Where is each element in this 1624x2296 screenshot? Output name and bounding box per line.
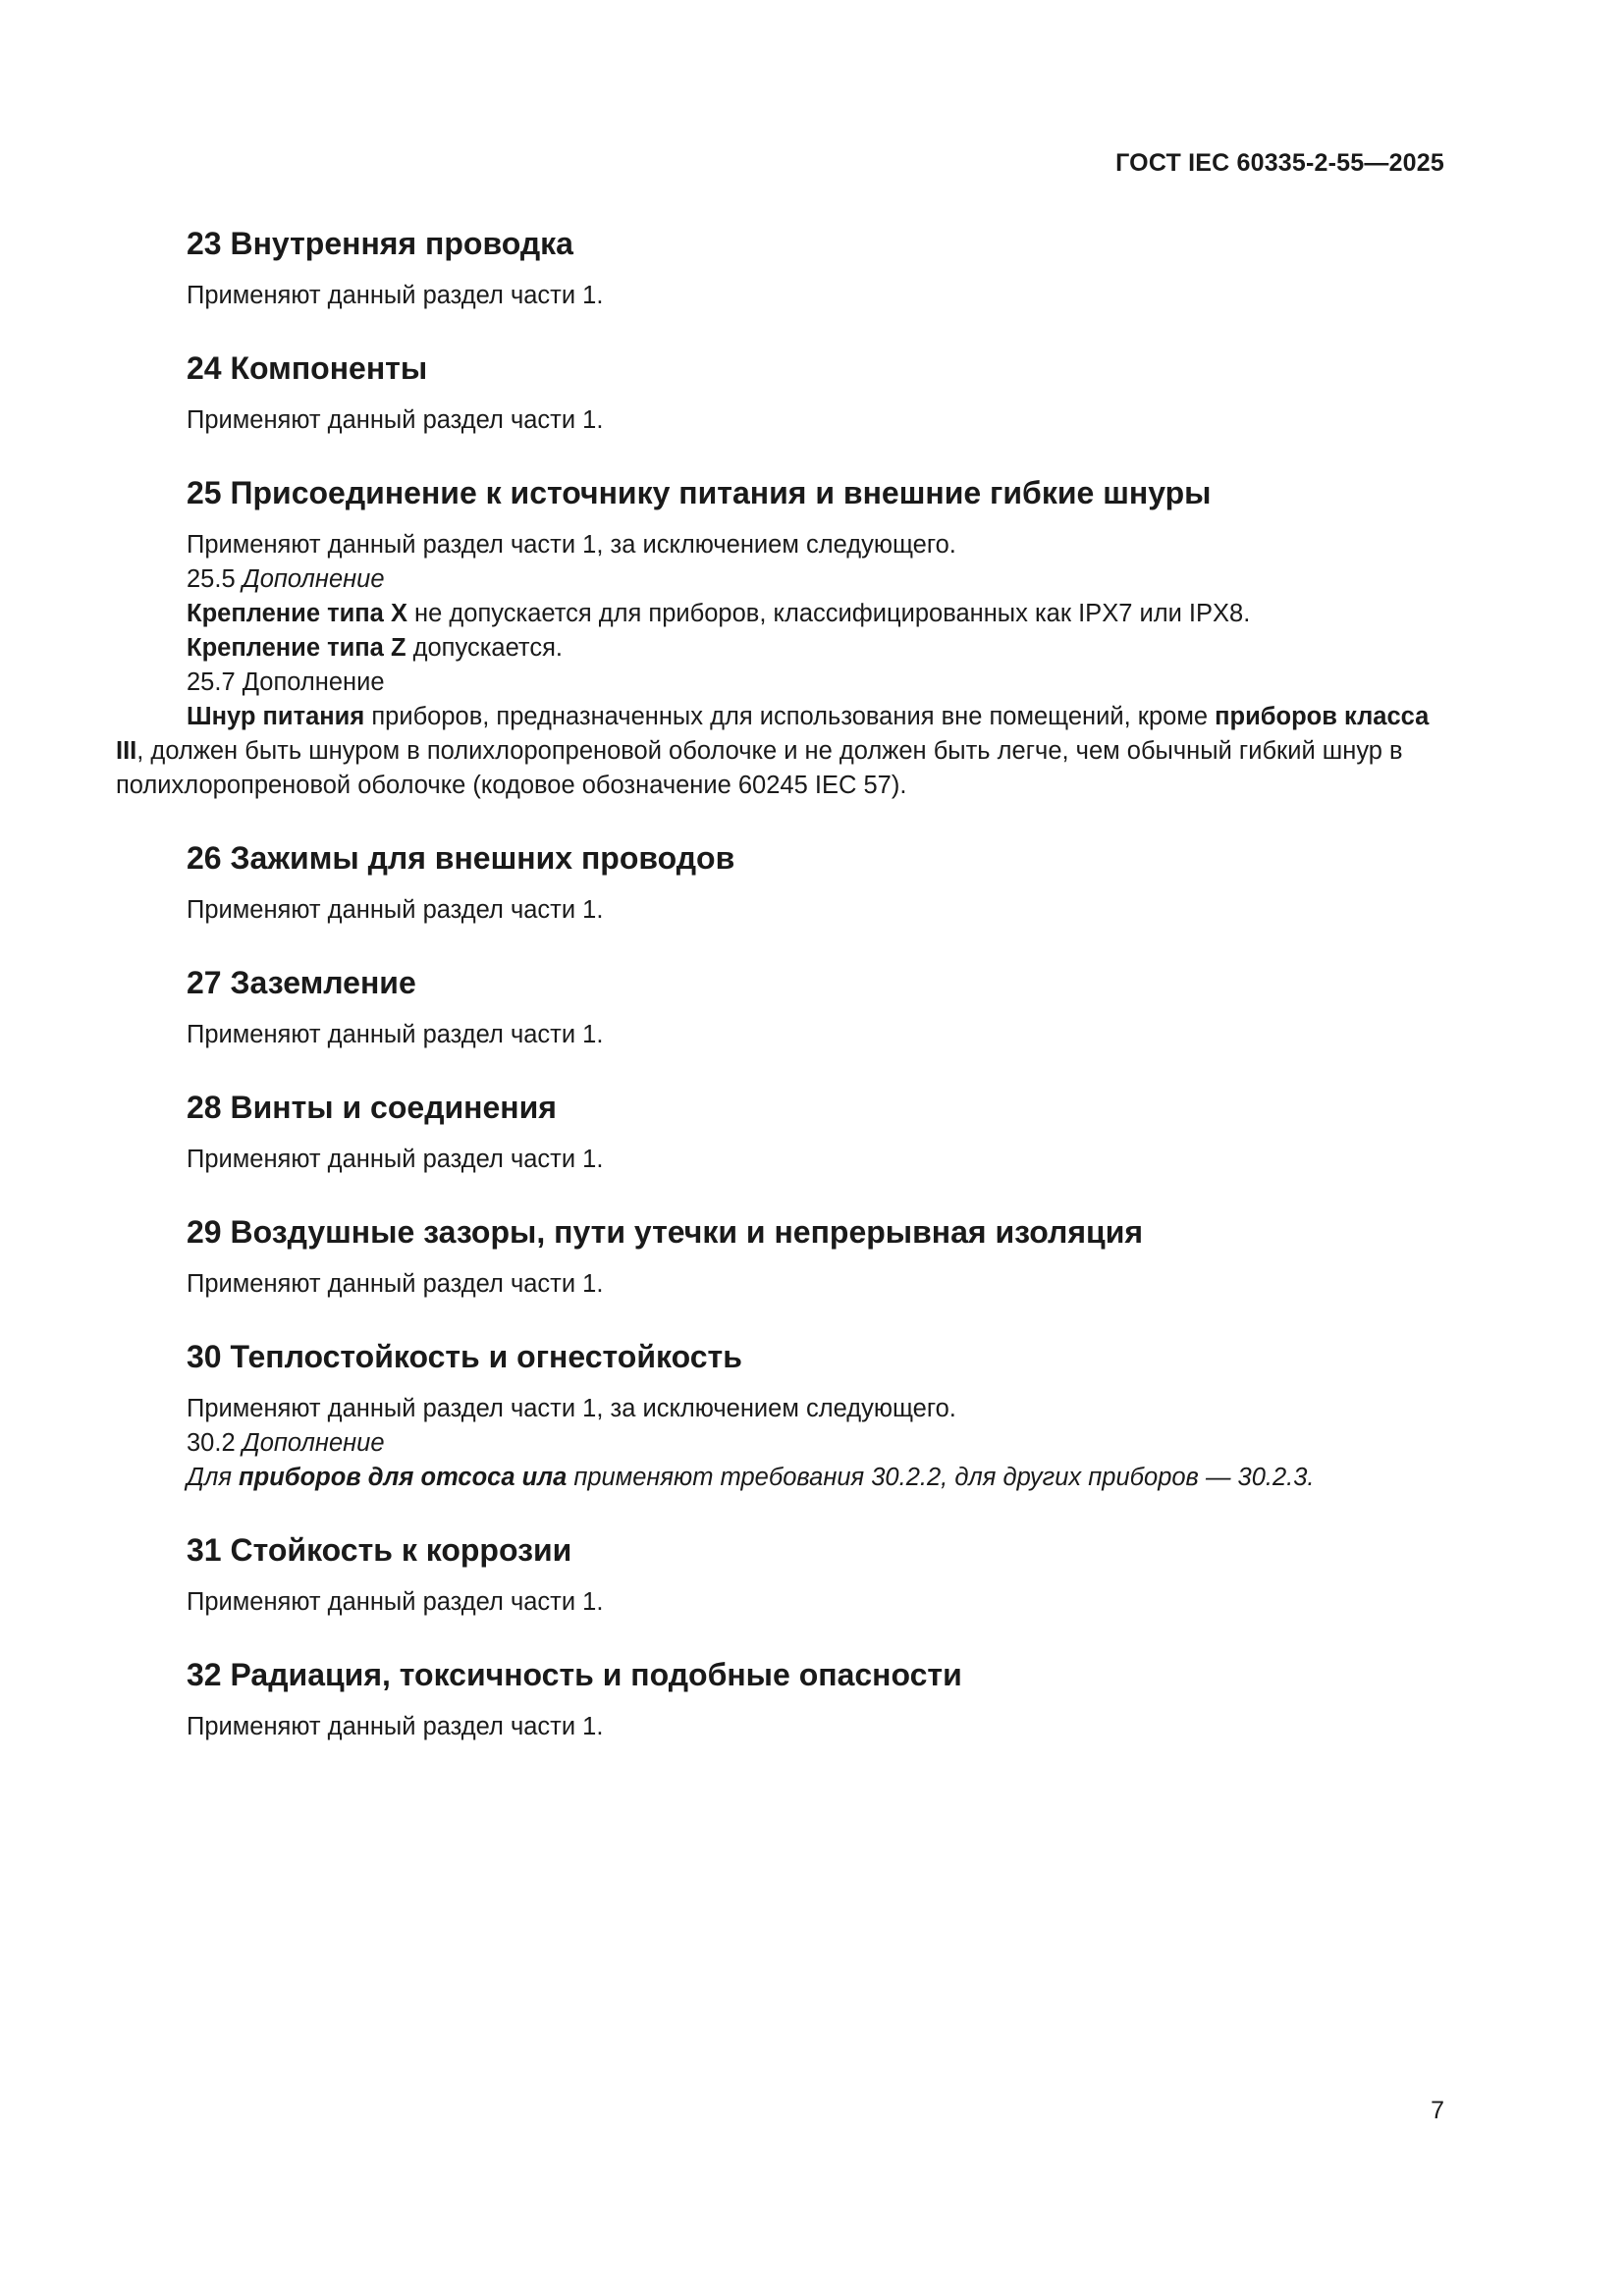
section-title: 32 Радиация, токсичность и подобные опасности: [187, 1657, 962, 1692]
section-text: Применяют данный раздел части 1.: [187, 1146, 604, 1173]
type-x-rule: [116, 597, 1445, 631]
section-32: [116, 1653, 1445, 1744]
req-prefix: Для: [187, 1464, 240, 1491]
clause-label: Дополнение: [242, 1429, 385, 1457]
clause-30-2: [116, 1426, 1445, 1461]
section-title: 25 Присоединение к источнику питания и внешние гибкие шнуры: [187, 475, 1212, 510]
section-title: 27 Заземление: [187, 965, 416, 1000]
req-suffix: применяют требования 30.2.2, для других приборов — 30.2.3.: [567, 1464, 1315, 1491]
section-title: 29 Воздушные зазоры, пути утечки и непрерывная изоляция: [187, 1214, 1144, 1250]
clause-25-5: [116, 562, 1445, 597]
section-body: [116, 1392, 1445, 1495]
section-26: [116, 836, 1445, 928]
document-id: ГОСТ IEC 60335-2-55—2025: [1115, 149, 1444, 177]
section-title: 24 Компоненты: [187, 350, 428, 386]
section-25: [116, 471, 1445, 803]
clause-number: 25.5: [187, 565, 236, 593]
clause-number: 30.2: [187, 1429, 236, 1457]
section-27: [116, 961, 1445, 1052]
section-28: [116, 1086, 1445, 1177]
section-text: Применяют данный раздел части 1.: [187, 1713, 604, 1740]
section-text: Применяют данный раздел части 1.: [187, 1270, 604, 1298]
clause-25-7: 25.7 Дополнение: [187, 668, 385, 696]
section-23: [116, 222, 1445, 313]
term-sludge-appliances: приборов для отсоса ила: [239, 1464, 568, 1491]
term-power-cord: Шнур питания: [187, 703, 365, 730]
section-30: [116, 1335, 1445, 1495]
section-title: 26 Зажимы для внешних проводов: [187, 840, 735, 876]
section-text: Применяют данный раздел части 1.: [187, 1588, 604, 1616]
section-text: Применяют данный раздел части 1.: [187, 406, 604, 434]
term-class-iii: приборов класса III: [116, 703, 1430, 765]
cord-text-1: приборов, предназначенных для использования вне помещений, кроме: [364, 703, 1216, 730]
cord-text-2: , должен быть шнуром в полихлоропреновой оболочке и не должен быть легче, чем обычный гибкий шнур в полихлоропреновой оболочке (кодовое обозначение 60245 IEC 57).: [116, 737, 1403, 799]
term-type-z: Крепление типа Z: [187, 634, 406, 662]
power-cord-requirement: [116, 700, 1445, 803]
section-body: [116, 528, 1445, 803]
section-intro: Применяют данный раздел части 1, за исключением следующего.: [187, 1395, 956, 1422]
section-text: Применяют данный раздел части 1.: [187, 896, 604, 924]
section-31: [116, 1528, 1445, 1620]
section-title: 23 Внутренняя проводка: [187, 226, 573, 261]
section-text: Применяют данный раздел части 1.: [187, 282, 604, 309]
clause-label: Дополнение: [242, 565, 385, 593]
type-z-text: допускается.: [406, 634, 563, 662]
page-content: [116, 222, 1445, 1778]
section-intro: Применяют данный раздел части 1, за исключением следующего.: [187, 531, 956, 559]
section-24: [116, 347, 1445, 438]
sludge-requirement: [116, 1461, 1445, 1495]
section-title: 31 Стойкость к коррозии: [187, 1532, 572, 1568]
type-z-rule: [116, 631, 1445, 666]
term-type-x: Крепление типа X: [187, 600, 407, 627]
section-title: 30 Теплостойкость и огнестойкость: [187, 1339, 742, 1374]
type-x-text: не допускается для приборов, классифицированных как IPX7 или IPX8.: [406, 600, 1251, 627]
section-29: [116, 1210, 1445, 1302]
page-number: 7: [1431, 2097, 1444, 2124]
section-text: Применяют данный раздел части 1.: [187, 1021, 604, 1048]
section-title: 28 Винты и соединения: [187, 1090, 557, 1125]
